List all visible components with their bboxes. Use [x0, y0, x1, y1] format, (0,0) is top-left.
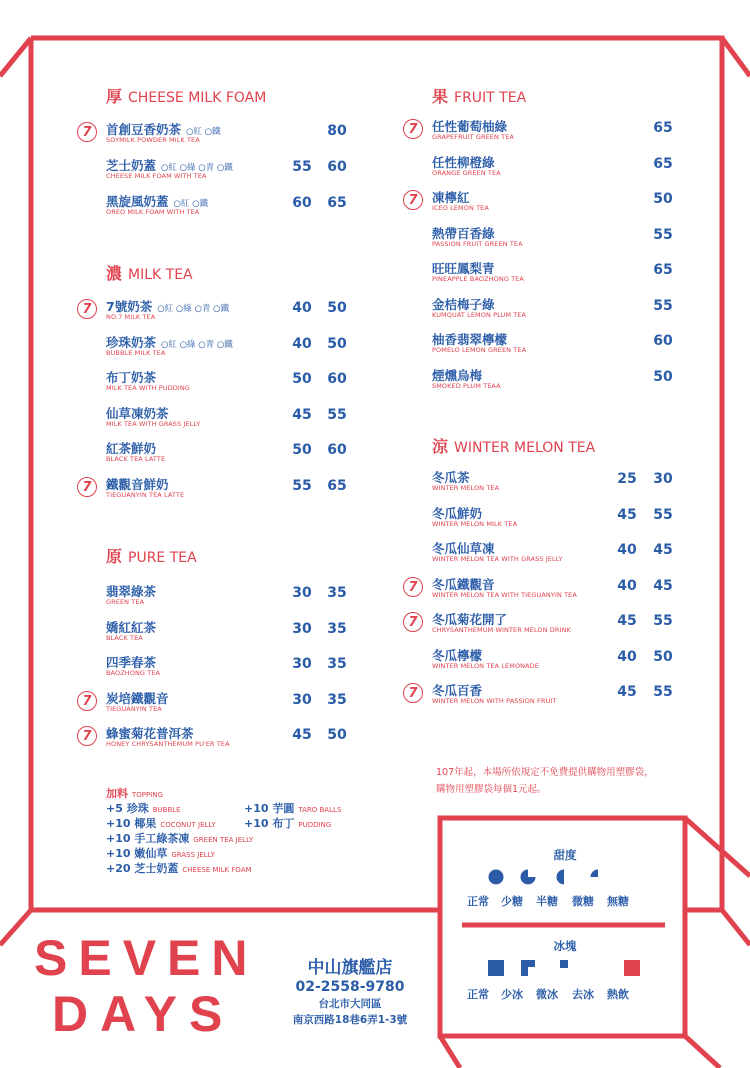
price-large: 35	[327, 656, 347, 672]
store-phone: 02-2558-9780	[295, 979, 405, 995]
item-english-name: BUBBLE MILK TEA	[106, 348, 166, 357]
price-large: 60	[653, 333, 673, 349]
item-english-name: BLACK TEA	[106, 633, 143, 642]
item-name: 冬瓜鐵觀音	[432, 576, 495, 592]
item-english-name: SOYMILK POWDER MILK TEA	[106, 136, 200, 144]
item-english-name: CHEESE MILK FOAM WITH TEA	[106, 172, 207, 180]
price-large: 65	[653, 262, 673, 278]
tea-base-options: ○紅 ○綠 ○青 ○鐵	[161, 339, 233, 350]
signature-badge: 7	[77, 299, 97, 319]
item-name: 旺旺鳳梨青	[432, 261, 495, 276]
price-large: 55	[653, 613, 673, 629]
signature-badge: 7	[77, 691, 97, 711]
price-medium: 60	[292, 195, 312, 211]
ice-icons	[470, 955, 660, 981]
item-english-name: SMOKED PLUM TEAA	[432, 381, 501, 390]
item-name: 芝士奶蓋 ○紅 ○綠 ○青 ○鐵	[106, 158, 233, 173]
price-large: 55	[653, 297, 673, 314]
section-title-fruit-tea: 果 FRUIT TEA	[432, 87, 527, 106]
item-name: 煙燻烏梅	[432, 367, 483, 383]
price-large: 30	[653, 471, 673, 487]
price-large: 50	[653, 191, 673, 207]
price-large: 60	[327, 371, 347, 387]
price-large: 55	[653, 226, 673, 243]
item-english-name: WINTER MELON TEA	[432, 484, 500, 492]
topping-item: +5 珍珠 BUBBLE	[106, 802, 181, 815]
ice-level-label: 少冰	[501, 988, 523, 1001]
item-english-name: NO.7 MILK TEA	[106, 313, 156, 321]
item-english-name: MILK TEA WITH GRASS JELLY	[106, 419, 201, 428]
item-name: 首創豆香奶茶 ○紅 ○鐵	[106, 122, 221, 137]
sweetness-level-icon	[489, 870, 504, 885]
item-english-name: GRAPEFRUIT GREEN TEA	[432, 133, 514, 141]
price-large: 65	[653, 120, 673, 136]
topping-item: +10 椰果 COCONUT JELLY	[106, 817, 216, 830]
price-large: 50	[653, 368, 673, 385]
price-large: 45	[653, 542, 673, 558]
item-name: 布丁奶茶	[106, 370, 157, 385]
item-english-name: WINTER MELON TEA WITH GRASS JELLY	[432, 555, 563, 563]
sweetness-level-icon	[557, 870, 565, 885]
ice-level-icon	[488, 960, 504, 976]
item-name: 蜂蜜菊花普洱茶	[106, 726, 194, 741]
item-name: 冬瓜菊花開了	[432, 612, 508, 627]
toppings-title: 加料 TOPPING	[106, 787, 163, 800]
section-title-winter-melon: 涼 WINTER MELON TEA	[432, 437, 596, 456]
item-english-name: WINTER MELON TEA WITH TIEGUANYIN TEA	[432, 590, 577, 599]
item-name: 7號奶茶 ○紅 ○綠 ○青 ○鐵	[106, 299, 229, 314]
price-medium: 30	[292, 585, 312, 601]
item-name: 冬瓜茶	[432, 470, 470, 485]
price-medium: 30	[292, 691, 312, 708]
sweetness-level-label: 無糖	[607, 895, 629, 908]
item-name: 翡翠綠茶	[106, 584, 157, 599]
signature-badge: 7	[403, 119, 423, 139]
topping-item: +10 手工綠茶凍 GREEN TEA JELLY	[106, 832, 254, 845]
signature-badge: 7	[403, 190, 423, 210]
topping-item: +10 嫩仙草 GRASS JELLY	[106, 847, 215, 860]
price-large: 55	[653, 506, 673, 523]
plastic-bag-notice: 107年起，本場所依規定不免費提供購物用塑膠袋， 購物用塑膠袋每個1元起。	[436, 767, 654, 795]
item-name: 鐵觀音鮮奶	[106, 476, 169, 492]
item-english-name: POMELO LEMON GREEN TEA	[432, 346, 527, 354]
store-address: 南京西路18巷6弄1-3號	[292, 1014, 408, 1026]
price-medium: 45	[292, 727, 312, 743]
price-medium: 45	[617, 506, 637, 523]
price-large: 50	[327, 335, 347, 352]
item-name: 四季春茶	[106, 655, 157, 670]
price-medium: 40	[617, 542, 637, 558]
ice-level-icon	[521, 960, 535, 976]
signature-badge: 7	[77, 726, 97, 746]
price-large: 80	[327, 123, 347, 139]
price-large: 60	[327, 442, 347, 458]
price-large: 50	[327, 727, 347, 743]
price-large: 50	[327, 300, 347, 316]
tea-base-options: ○紅 ○鐵	[186, 127, 221, 137]
item-name: 紅茶鮮奶	[106, 441, 157, 456]
price-large: 65	[327, 195, 347, 211]
price-medium: 55	[292, 159, 312, 175]
item-name: 任性葡萄柚綠	[432, 119, 508, 134]
ice-level-label: 正常	[467, 988, 489, 1001]
price-large: 55	[327, 406, 347, 423]
store-district: 台北市大同區	[318, 998, 382, 1010]
price-medium: 50	[292, 371, 312, 387]
ice-title: 冰塊	[553, 939, 577, 953]
signature-badge: 7	[403, 683, 423, 703]
price-medium: 55	[292, 477, 312, 494]
price-large: 35	[327, 691, 347, 708]
sweetness-level-label: 微糖	[572, 895, 594, 908]
item-name: 熱帶百香綠	[432, 225, 495, 241]
price-medium: 30	[292, 656, 312, 672]
item-english-name: MILK TEA WITH PUDDING	[106, 384, 190, 392]
price-medium: 40	[617, 648, 637, 665]
item-name: 炭培鐵觀音	[106, 690, 169, 706]
item-english-name: KUMQUAT LEMON PLUM TEA	[432, 310, 527, 319]
price-large: 50	[653, 648, 673, 665]
item-english-name: GREEN TEA	[106, 598, 145, 606]
price-large: 55	[653, 684, 673, 700]
item-name: 柚香翡翠檸檬	[432, 332, 508, 347]
topping-item: +10 芋圓 TARO BALLS	[244, 802, 342, 815]
price-medium: 40	[292, 300, 312, 316]
price-medium: 50	[292, 442, 312, 458]
ice-level-label: 微冰	[536, 988, 558, 1001]
item-english-name: TIEGUANYIN TEA	[106, 704, 162, 713]
item-english-name: BAOZHONG TEA	[106, 669, 161, 677]
signature-badge: 7	[403, 577, 423, 597]
tea-base-options: ○紅 ○鐵	[173, 199, 209, 209]
price-medium: 40	[617, 577, 637, 594]
price-large: 35	[327, 585, 347, 601]
tea-base-options: ○紅 ○綠 ○青 ○鐵	[157, 304, 229, 314]
item-name: 珍珠奶茶 ○紅 ○綠 ○青 ○鐵	[106, 334, 233, 350]
item-name: 凍檸紅	[432, 190, 470, 205]
topping-item: +10 布丁 PUDDING	[244, 817, 332, 830]
sweetness-level-icon	[591, 870, 599, 878]
item-english-name: HONEY CHRYSANTHEMUM PU'ER TEA	[106, 740, 230, 748]
tea-base-options: ○紅 ○綠 ○青 ○鐵	[161, 163, 233, 173]
item-english-name: WINTER MELON WITH PASSION FRUIT	[432, 697, 557, 705]
item-name: 金桔梅子綠	[432, 296, 495, 312]
price-large: 45	[653, 577, 673, 594]
item-english-name: CHRYSANTHEMUM WINTER MELON DRINK	[432, 626, 571, 634]
item-name: 冬瓜仙草凍	[432, 541, 495, 556]
section-title-milk-tea: 濃 MILK TEA	[106, 264, 193, 283]
price-large: 35	[327, 620, 347, 637]
signature-badge: 7	[403, 612, 423, 632]
item-name: 黑旋風奶蓋 ○紅 ○鐵	[106, 194, 209, 209]
store-name: 中山旗艦店	[307, 958, 393, 978]
price-medium: 40	[292, 335, 312, 352]
section-title-cheese-foam: 厚 CHEESE MILK FOAM	[106, 87, 267, 106]
price-medium: 45	[617, 613, 637, 629]
sweetness-level-label: 正常	[467, 895, 489, 908]
item-english-name: TIEGUANYIN TEA LATTE	[106, 490, 185, 499]
price-medium: 45	[617, 684, 637, 700]
brand-logo: SEVEN DAYS	[34, 930, 259, 1042]
price-medium: 25	[617, 471, 637, 487]
sweetness-title: 甜度	[553, 848, 577, 862]
price-large: 60	[327, 159, 347, 175]
sweetness-icons	[470, 864, 660, 890]
item-english-name: ORANGE GREEN TEA	[432, 168, 501, 177]
ice-level-label: 熱飲	[607, 988, 629, 1001]
price-medium: 45	[292, 406, 312, 423]
item-name: 冬瓜百香	[432, 683, 483, 698]
topping-item: +20 芝士奶蓋 CHEESE MILK FOAM	[106, 862, 252, 875]
item-english-name: ICED LEMON TEA	[432, 204, 489, 212]
item-english-name: BLACK TEA LATTE	[106, 455, 166, 463]
item-english-name: PINEAPPLE BAOZHONG TEA	[432, 275, 524, 283]
item-english-name: OREO MILK FOAM WITH TEA	[106, 208, 200, 216]
section-title-pure-tea: 原 PURE TEA	[106, 547, 197, 566]
sweetness-level-label: 半糖	[536, 895, 558, 908]
price-large: 65	[327, 477, 347, 494]
item-name: 冬瓜鮮奶	[432, 505, 483, 521]
signature-badge: 7	[77, 477, 97, 497]
price-medium: 30	[292, 620, 312, 637]
sweetness-level-icon	[521, 870, 536, 885]
item-name: 仙草凍奶茶	[106, 405, 169, 421]
signature-badge: 7	[77, 122, 97, 142]
ice-level-label: 去冰	[572, 988, 594, 1001]
item-english-name: WINTER MELON MILK TEA	[432, 519, 518, 528]
store-info	[280, 958, 420, 1028]
item-name: 任性柳橙綠	[432, 154, 495, 170]
item-english-name: WINTER MELON TEA LEMONADE	[432, 661, 539, 670]
ice-level-icon	[560, 960, 568, 968]
item-name: 冬瓜檸檬	[432, 647, 483, 663]
sweetness-level-label: 少糖	[501, 895, 523, 908]
item-english-name: PASSION FRUIT GREEN TEA	[432, 239, 523, 248]
ice-level-icon	[624, 960, 640, 976]
price-large: 65	[653, 155, 673, 172]
item-name: 嬌紅紅茶	[106, 619, 157, 635]
